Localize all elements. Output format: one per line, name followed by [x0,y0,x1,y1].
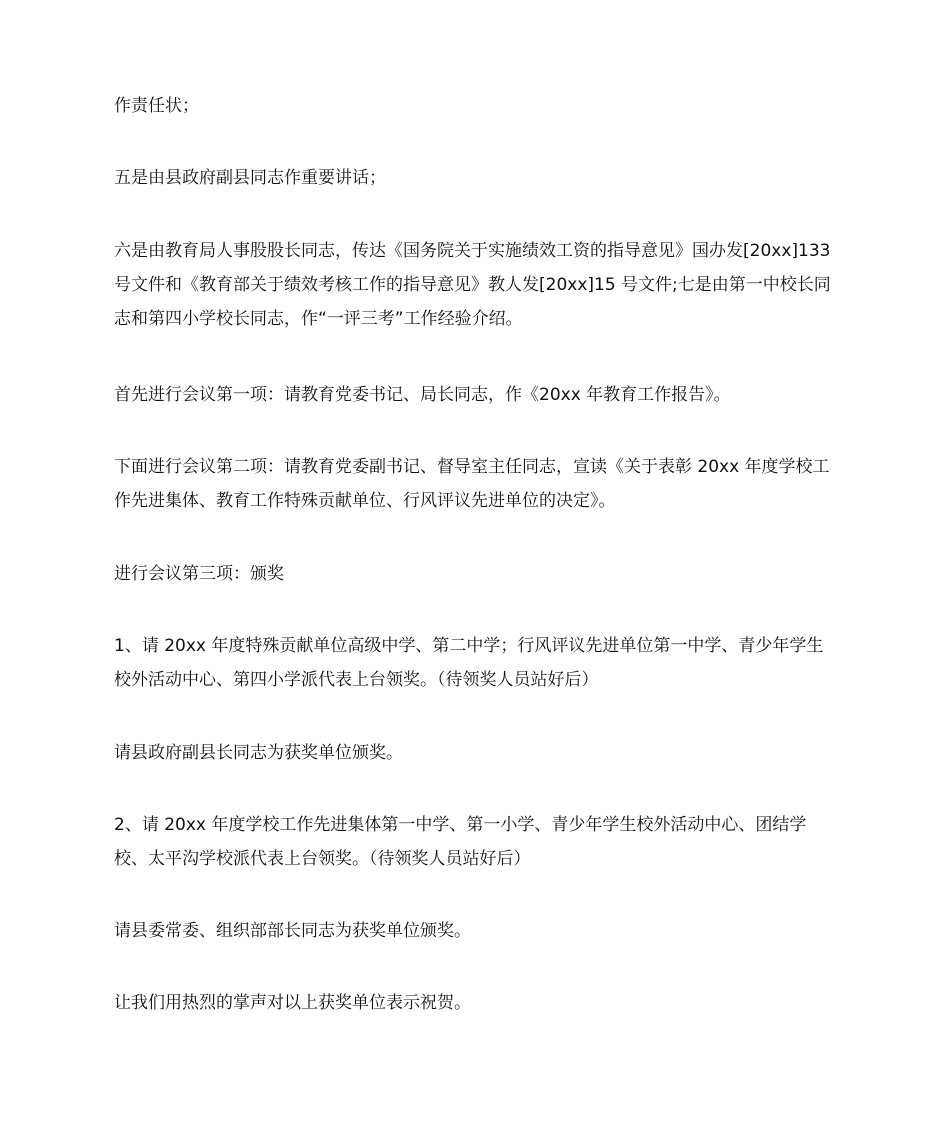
paragraph-10 [114,914,836,948]
paragraph-text: 2、请 20xx 年度学校工作先进集体第一中学、第一小学、青少年学生校外活动中心、团结学校、太平沟学校派代表上台领奖。（待领奖人员站好后） [114,815,807,869]
paragraph-4 [114,378,836,412]
paragraph-3 [114,234,836,336]
paragraph-text: 六是由教育局人事股股长同志，传达《国务院关于实施绩效工资的指导意见》国办发[20xx]133 号文件和《教育部关于绩效考核工作的指导意见》教人发[20xx]15 号文件;七是由第一中校长同志和第四小学校长同志，作“一评三考”工作经验介绍。 [114,241,831,329]
paragraph-2 [114,161,836,195]
paragraph-text: 五是由县政府副县同志作重要讲话； [114,168,386,188]
paragraph-1 [114,89,836,123]
paragraph-7 [114,629,836,697]
paragraph-text: 让我们用热烈的掌声对以上获奖单位表示祝贺。 [114,993,471,1013]
paragraph-text: 作责任状； [114,96,199,116]
paragraph-text: 请县委常委、组织部部长同志为获奖单位颁奖。 [114,921,471,941]
paragraph-11 [114,986,836,1020]
paragraph-text: 下面进行会议第二项：请教育党委副书记、督导室主任同志，宣读《关于表彰 20xx 年度学校工作先进集体、教育工作特殊贡献单位、行风评议先进单位的决定》。 [114,457,830,511]
paragraph-5 [114,450,836,518]
paragraph-6 [114,557,836,591]
paragraph-9 [114,808,836,876]
paragraph-text: 1、请 20xx 年度特殊贡献单位高级中学、第二中学；行风评议先进单位第一中学、青少年学生校外活动中心、第四小学派代表上台领奖。（待领奖人员站好后） [114,636,824,690]
paragraph-text: 请县政府副县长同志为获奖单位颁奖。 [114,743,403,763]
paragraph-text: 首先进行会议第一项：请教育党委书记、局长同志，作《20xx 年教育工作报告》。 [114,385,731,405]
paragraph-8 [114,736,836,770]
paragraph-text: 进行会议第三项：颁奖 [114,564,284,584]
